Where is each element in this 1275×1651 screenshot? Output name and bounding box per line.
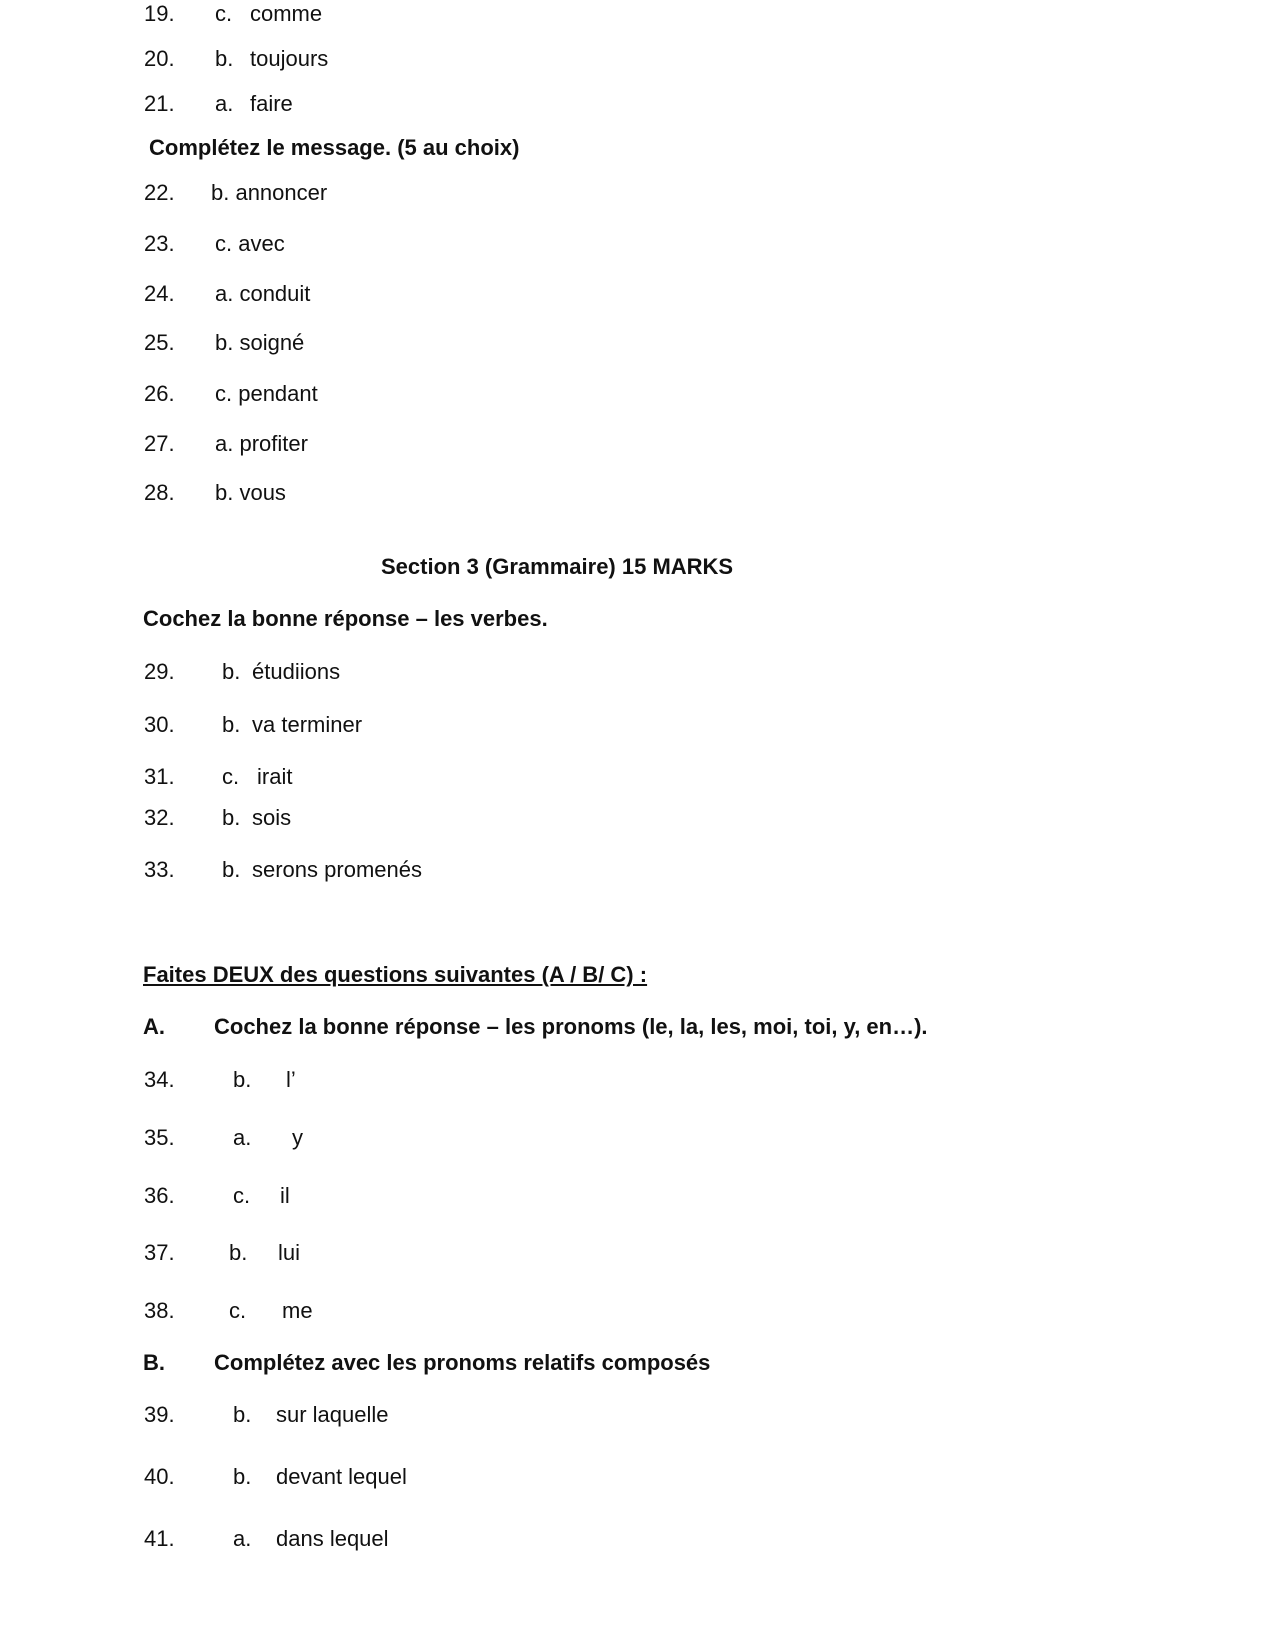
item-letter: b. xyxy=(229,1240,248,1265)
item-number: 38. xyxy=(144,1298,175,1323)
item-letter: c. xyxy=(233,1183,251,1208)
item-answer: a. profiter xyxy=(215,431,308,456)
item-letter: b. xyxy=(222,857,241,882)
item-letter: b. xyxy=(215,46,234,71)
verbs-heading: Cochez la bonne réponse – les verbes. xyxy=(143,606,548,631)
item-letter: a. xyxy=(233,1526,252,1551)
item-number: 21. xyxy=(144,91,175,116)
item-number: 19. xyxy=(144,1,175,26)
item-answer: toujours xyxy=(250,46,329,71)
item-answer: sur laquelle xyxy=(276,1402,389,1427)
item-answer: b. annoncer xyxy=(211,180,328,205)
item-letter: c. xyxy=(222,764,240,789)
item-letter: a. xyxy=(215,91,234,116)
message-heading: Complétez le message. (5 au choix) xyxy=(149,135,520,160)
part-b-label: B. xyxy=(143,1350,165,1375)
part-a-label: A. xyxy=(143,1014,165,1039)
item-answer: y xyxy=(292,1125,303,1150)
item-letter: b. xyxy=(233,1067,252,1092)
item-answer: me xyxy=(282,1298,313,1323)
item-answer: dans lequel xyxy=(276,1526,389,1551)
item-answer: l’ xyxy=(286,1067,296,1092)
item-number: 41. xyxy=(144,1526,175,1551)
item-number: 27. xyxy=(144,431,175,456)
item-number: 36. xyxy=(144,1183,175,1208)
item-letter: c. xyxy=(215,1,233,26)
part-a-heading: Cochez la bonne réponse – les pronoms (le, la, les, moi, toi, y, en…). xyxy=(214,1014,928,1039)
item-answer: devant lequel xyxy=(276,1464,407,1489)
item-letter: b. xyxy=(222,659,241,684)
item-letter: b. xyxy=(222,805,241,830)
item-number: 23. xyxy=(144,231,175,256)
item-number: 39. xyxy=(144,1402,175,1427)
item-number: 35. xyxy=(144,1125,175,1150)
item-number: 29. xyxy=(144,659,175,684)
item-number: 30. xyxy=(144,712,175,737)
item-number: 24. xyxy=(144,281,175,306)
item-number: 28. xyxy=(144,480,175,505)
item-letter: a. xyxy=(233,1125,252,1150)
section-title: Section 3 (Grammaire) 15 MARKS xyxy=(381,554,734,579)
item-letter: b. xyxy=(233,1464,252,1489)
item-number: 33. xyxy=(144,857,175,882)
item-number: 32. xyxy=(144,805,175,830)
item-number: 22. xyxy=(144,180,175,205)
item-number: 37. xyxy=(144,1240,175,1265)
item-answer: b. vous xyxy=(215,480,286,505)
item-number: 40. xyxy=(144,1464,175,1489)
item-answer: lui xyxy=(278,1240,301,1265)
part-b-heading: Complétez avec les pronoms relatifs composés xyxy=(214,1350,711,1375)
item-answer: irait xyxy=(257,764,293,789)
item-answer: sois xyxy=(252,805,292,830)
item-letter: b. xyxy=(233,1402,252,1427)
item-number: 34. xyxy=(144,1067,175,1092)
item-number: 25. xyxy=(144,330,175,355)
item-answer: faire xyxy=(250,91,293,116)
item-answer: a. conduit xyxy=(215,281,311,306)
item-answer: étudiions xyxy=(252,659,341,684)
item-answer: va terminer xyxy=(252,712,363,737)
item-number: 20. xyxy=(144,46,175,71)
item-answer: serons promenés xyxy=(252,857,422,882)
item-answer: il xyxy=(280,1183,290,1208)
item-letter: c. xyxy=(229,1298,247,1323)
item-number: 26. xyxy=(144,381,175,406)
item-letter: b. xyxy=(222,712,241,737)
item-answer: comme xyxy=(250,1,323,26)
item-number: 31. xyxy=(144,764,175,789)
choice-heading: Faites DEUX des questions suivantes (A / B/ C) : xyxy=(143,962,648,987)
item-answer: b. soigné xyxy=(215,330,305,355)
item-answer: c. avec xyxy=(215,231,285,256)
item-answer: c. pendant xyxy=(215,381,318,406)
